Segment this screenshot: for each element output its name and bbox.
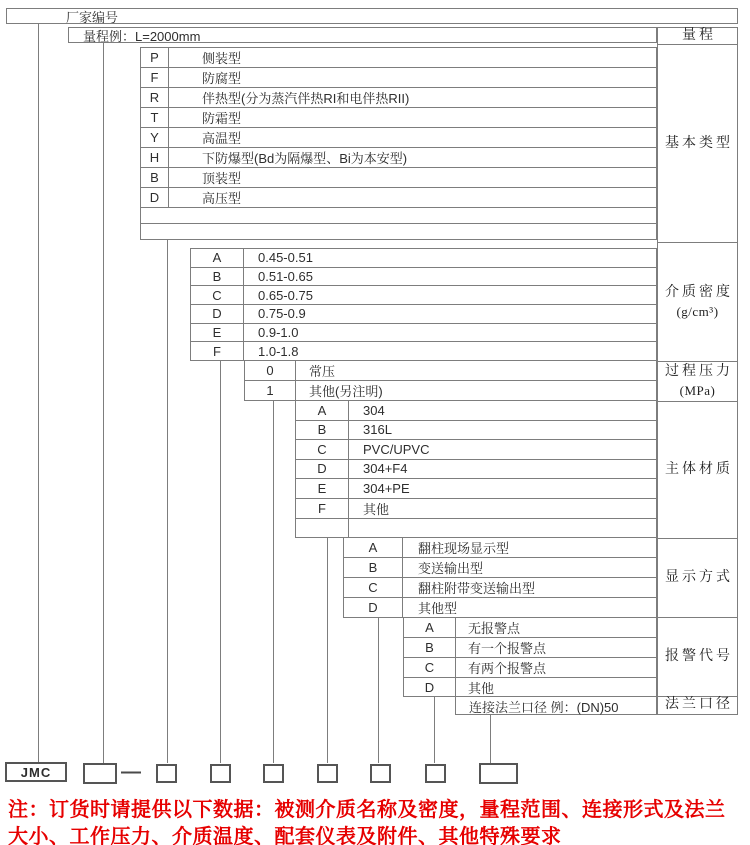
category-label-unit: (MPa) [679,383,716,399]
model-code-box [156,764,177,783]
code-cell [141,208,169,223]
description-cell: 0.65-0.75 [258,287,313,303]
description-cell: 0.75-0.9 [258,306,306,322]
section-body-material [295,400,657,538]
description-cell: 304 [363,402,385,418]
description-cell: 无报警点 [468,621,521,636]
range-example-label: 量程例：L=2000mm [83,28,201,44]
description-cell: 1.0-1.8 [258,343,299,359]
option-row [191,285,656,304]
description-cell: 高压型 [202,191,242,206]
option-row [141,223,656,239]
option-row [141,127,656,147]
model-code-box [83,763,117,784]
option-row [296,498,656,518]
option-row [344,538,656,557]
description-cell: 顶装型 [202,171,242,186]
description-cell: 连接法兰口径 例：(DN)50 [469,700,619,715]
category-label-text: 显示方式 [665,569,733,585]
code-cell: C [296,440,349,459]
code-cell: E [191,324,244,342]
description-cell: 其他 [363,501,390,517]
code-cell: D [344,598,403,617]
option-row [141,107,656,127]
code-cell: F [141,68,169,87]
section-alarm-code [403,617,657,697]
code-cell: D [191,305,244,323]
connector-line [327,538,328,763]
connector-line [273,401,274,763]
option-row [404,657,656,677]
category-label-text: 量程 [682,27,716,43]
description-cell: PVC/UPVC [363,441,430,457]
connector-line [434,697,435,763]
section-medium-density [190,248,657,361]
option-row [191,249,656,267]
code-cell: A [404,618,456,637]
code-cell: Y [141,128,169,147]
code-cell: C [344,578,403,597]
code-cell: C [191,286,244,304]
manufacturer-number-row [6,8,738,24]
option-row [141,48,656,67]
description-cell: 304+F4 [363,461,408,477]
description-cell: 防霜型 [202,111,242,126]
code-cell: F [191,342,244,360]
connector-line [378,618,379,763]
option-row [141,187,656,207]
code-cell: A [344,538,403,557]
code-cell: B [191,268,244,286]
description-cell: 其他(另注明) [309,384,383,399]
code-cell: H [141,148,169,167]
ordering-note-line2: 大小、工作压力、介质温度、配套仪表及附件、其他特殊要求 [8,826,562,845]
description-cell: 有两个报警点 [468,661,547,676]
description-cell [169,208,656,223]
category-label [658,617,737,696]
ordering-note [8,797,748,845]
model-code-box [479,763,518,784]
option-row [344,597,656,617]
code-cell: R [141,88,169,107]
range-example-row [68,27,657,43]
category-label-unit: (g/cm³) [676,303,719,319]
code-cell: B [404,638,456,657]
option-row [296,518,656,538]
section-display-mode [343,537,657,618]
model-code-box [263,764,284,783]
code-cell [141,224,169,239]
category-label-column [657,27,738,715]
description-cell: 高温型 [202,131,242,146]
code-cell: A [191,249,244,267]
connector-line [38,23,39,763]
code-cell: A [296,401,349,420]
model-prefix-box: JMC [5,762,67,782]
code-cell: B [141,168,169,187]
description-cell: 其他型 [418,601,458,616]
code-cell: E [296,479,349,498]
description-cell: 侧装型 [202,51,242,66]
description-cell: 翻柱现场显示型 [418,541,510,556]
option-row [191,341,656,360]
option-row [296,459,656,479]
option-row [456,697,656,716]
option-row [141,67,656,87]
description-cell: 下防爆型(Bd为隔爆型、Bi为本安型) [202,151,408,166]
category-label [658,242,737,361]
category-label-text: 报警代号 [665,648,733,664]
option-row [245,361,656,380]
option-row [404,618,656,637]
description-cell: 变送输出型 [418,561,484,576]
model-code-box [210,764,231,783]
description-cell: 0.9-1.0 [258,325,299,341]
code-cell [296,519,349,538]
connector-line [167,240,168,763]
model-code-box [425,764,446,783]
category-label-text: 介质密度 [665,284,733,300]
code-cell: D [296,460,349,479]
code-cell: B [344,558,403,577]
code-cell: 0 [245,361,296,380]
connector-line [103,43,104,763]
description-cell: 0.45-0.51 [258,250,313,266]
description-cell [349,519,656,538]
option-row [191,267,656,286]
section-basic-type [140,47,657,240]
category-label [658,696,737,714]
option-row [296,439,656,459]
model-code-box [370,764,391,783]
code-cell: D [404,678,456,697]
description-cell: 翻柱附带变送输出型 [418,581,536,596]
description-cell: 304+PE [363,480,410,496]
category-label [658,44,737,242]
option-row [191,323,656,342]
option-row [296,401,656,420]
code-cell: C [404,658,456,677]
option-row [296,478,656,498]
option-row [404,637,656,657]
option-row [141,207,656,223]
category-label [658,28,737,44]
option-row [296,420,656,440]
ordering-note-line1: 注：订货时请提供以下数据：被测介质名称及密度，量程范围、连接形式及法兰 [8,799,726,821]
code-cell: 1 [245,381,296,400]
model-code-separator: — [121,760,141,783]
option-row [245,380,656,400]
category-label [658,538,737,618]
code-cell: B [296,421,349,440]
option-row [191,304,656,323]
connector-line [490,715,491,763]
code-cell: T [141,108,169,127]
option-row [141,167,656,187]
description-cell: 伴热型(分为蒸汽伴热RI和电伴热RII) [202,91,410,106]
section-process-pressure [244,360,657,401]
category-label-text: 主体材质 [665,461,733,477]
description-cell: 防腐型 [202,71,242,86]
option-row [141,147,656,167]
connector-line [220,361,221,763]
option-row [344,577,656,597]
option-row [344,557,656,577]
category-label-text: 法兰口径 [665,697,733,713]
manufacturer-number-label: 厂家编号 [66,9,119,25]
description-cell: 常压 [309,364,336,379]
code-cell: D [141,188,169,207]
code-cell: P [141,48,169,67]
description-cell: 316L [363,422,392,438]
description-cell: 有一个报警点 [468,641,547,656]
category-label [658,361,737,401]
description-cell: 0.51-0.65 [258,269,313,284]
option-row [141,87,656,107]
model-code-box [317,764,338,783]
description-cell: 其他 [468,681,495,696]
option-row [404,677,656,697]
description-cell [169,224,656,239]
code-cell: F [296,499,349,518]
category-label-text: 基本类型 [665,135,733,151]
section-flange-size [455,696,657,715]
category-label [658,401,737,538]
category-label-text: 过程压力 [665,363,733,379]
